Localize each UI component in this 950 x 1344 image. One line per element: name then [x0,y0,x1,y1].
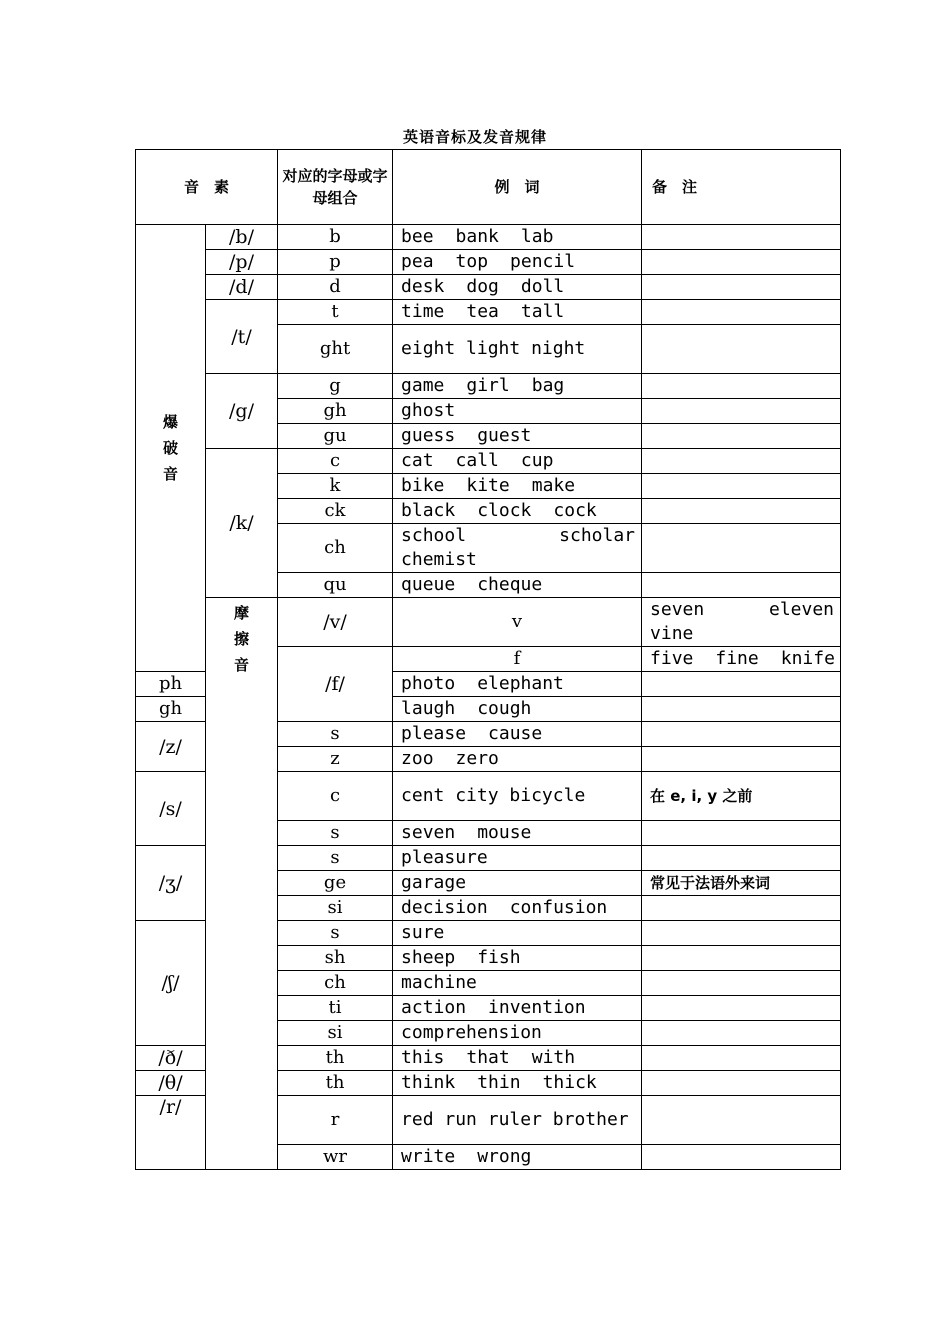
category-plosive: 爆 破 音 [136,225,206,672]
phoneme-cell: /g/ [206,374,278,449]
letters-cell: ck [278,499,393,524]
letters-cell: k [278,474,393,499]
letters-cell: g [278,374,393,399]
note-cell [642,474,841,499]
header-letters: 对应的字母或字母组合 [278,150,393,225]
examples-cell: pea top pencil [393,250,642,275]
letters-cell: s [278,921,393,946]
phoneme-cell: /ð/ [136,1046,206,1071]
table-row [136,374,841,399]
examples-cell: ghost [393,399,642,424]
note-cell [642,374,841,399]
header-phoneme: 音 素 [136,150,278,225]
letters-cell: c [278,772,393,821]
letters-cell: d [278,275,393,300]
phoneme-cell: /k/ [206,449,278,598]
phoneme-cell: /s/ [136,772,206,846]
note-cell [642,946,841,971]
note-cell [642,896,841,921]
examples-cell: pleasure [393,846,642,871]
note-cell [642,722,841,747]
note-cell [642,275,841,300]
letters-cell: gh [136,697,206,722]
category-fricative: 摩 擦 音 [206,598,278,1170]
examples-cell: seven mouse [393,821,642,846]
examples-cell: comprehension [393,1021,642,1046]
examples-cell: think thin thick [393,1071,642,1096]
table-row [136,225,841,250]
note-cell [642,573,841,598]
note-cell [642,996,841,1021]
letters-cell: ge [278,871,393,896]
letters-cell: si [278,1021,393,1046]
phoneme-cell: /v/ [278,598,393,647]
note-cell [642,1046,841,1071]
letters-cell: gh [278,399,393,424]
note-cell [642,821,841,846]
examples-cell: decision confusion [393,896,642,921]
note-cell [642,449,841,474]
examples-cell: bee bank lab [393,225,642,250]
note-cell [642,1145,841,1170]
examples-cell: desk dog doll [393,275,642,300]
letters-cell: wr [278,1145,393,1170]
letters-cell: qu [278,573,393,598]
letters-cell: ch [278,524,393,573]
examples-cell: school scholar chemist [393,524,642,573]
letters-cell: t [278,300,393,325]
letters-cell: ch [278,971,393,996]
examples-cell: sure [393,921,642,946]
letters-cell: s [278,821,393,846]
letters-cell: f [393,647,642,672]
letters-cell: s [278,722,393,747]
note-cell [642,846,841,871]
page-title: 英语音标及发音规律 [402,128,547,146]
letters-cell: si [278,896,393,921]
note-cell [642,300,841,325]
phoneme-cell: /r/ [136,1096,206,1170]
examples-cell: laugh cough [393,697,642,722]
examples-cell: action invention [393,996,642,1021]
examples-cell: five fine knife [642,647,841,672]
note-cell [642,424,841,449]
table-row [136,598,841,647]
examples-cell: zoo zero [393,747,642,772]
examples-cell: time tea tall [393,300,642,325]
phoneme-cell: /θ/ [136,1071,206,1096]
letters-cell: ph [136,672,206,697]
note-cell [642,1021,841,1046]
phoneme-cell: /p/ [206,250,278,275]
phoneme-cell: /d/ [206,275,278,300]
letters-cell: th [278,1071,393,1096]
examples-cell: seven eleven vine [642,598,841,647]
letters-cell: p [278,250,393,275]
phoneme-cell: /f/ [278,647,393,722]
header-notes: 备 注 [642,150,841,225]
examples-cell: machine [393,971,642,996]
letters-cell: sh [278,946,393,971]
examples-cell: garage [393,871,642,896]
table-row [136,250,841,275]
examples-cell: photo elephant [393,672,642,697]
examples-cell: cent city bicycle [393,772,642,821]
note-cell [642,325,841,374]
note-cell: 在 e, i, y 之前 [642,772,841,821]
letters-cell: s [278,846,393,871]
phoneme-cell: /ʃ/ [136,921,206,1046]
letters-cell: ti [278,996,393,1021]
note-cell [642,971,841,996]
phonetics-table [135,149,841,1170]
examples-cell: cat call cup [393,449,642,474]
table-row [136,275,841,300]
examples-cell: please cause [393,722,642,747]
letters-cell: v [393,598,642,647]
letters-cell: th [278,1046,393,1071]
note-cell [642,225,841,250]
header-examples: 例 词 [393,150,642,225]
phoneme-cell: /z/ [136,722,206,772]
table-row [136,300,841,325]
note-cell [642,1071,841,1096]
examples-cell: this that with [393,1046,642,1071]
note-cell [642,499,841,524]
phoneme-cell: /b/ [206,225,278,250]
examples-cell: sheep fish [393,946,642,971]
note-cell [642,697,841,722]
letters-cell: ght [278,325,393,374]
note-cell [642,399,841,424]
note-cell [642,250,841,275]
phoneme-cell: /t/ [206,300,278,374]
examples-cell: red run ruler brother [393,1096,642,1145]
examples-cell: black clock cock [393,499,642,524]
letters-cell: c [278,449,393,474]
examples-cell: write wrong [393,1145,642,1170]
examples-cell: game girl bag [393,374,642,399]
table-row [136,449,841,474]
letters-cell: gu [278,424,393,449]
note-cell [642,747,841,772]
note-cell [642,672,841,697]
phoneme-cell: /ʒ/ [136,846,206,921]
examples-cell: queue cheque [393,573,642,598]
header-row [136,150,841,225]
note-cell [642,1096,841,1145]
note-cell [642,921,841,946]
examples-cell: guess guest [393,424,642,449]
letters-cell: r [278,1096,393,1145]
letters-cell: z [278,747,393,772]
note-cell: 常见于法语外来词 [642,871,841,896]
examples-cell: bike kite make [393,474,642,499]
examples-cell: eight light night [393,325,642,374]
letters-cell: b [278,225,393,250]
note-cell [642,524,841,573]
